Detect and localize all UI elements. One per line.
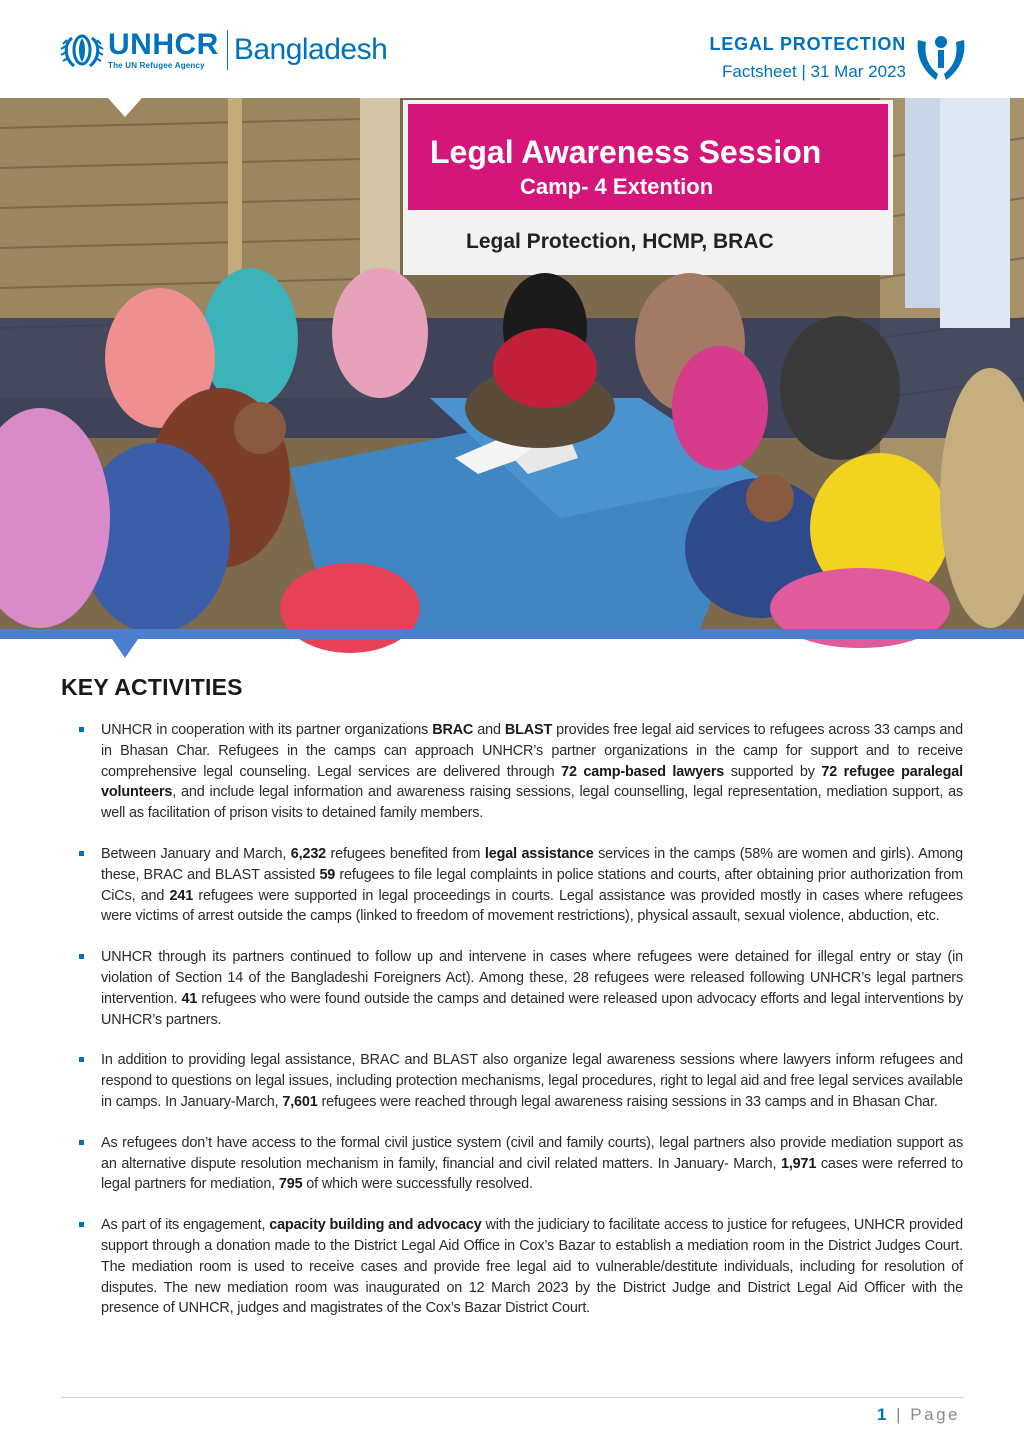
bullet-text: UNHCR through its partners continued to follow up and intervene in cases where refugees were detained for illegal entry or stay (in violation of Section 14 of the Bangladeshi Foreigners Act). Among these, 28 refugees were released following UNHCR’s legal partners intervention. — [101, 949, 963, 1007]
bullet-highlight: 41 — [181, 990, 198, 1007]
bullet-highlight: 59 — [319, 866, 336, 883]
activity-bullet — [79, 1133, 963, 1195]
bullet-marker-icon — [79, 1222, 84, 1227]
activity-bullet — [79, 1050, 963, 1112]
bullet-highlight: capacity building and advocacy — [269, 1217, 482, 1234]
bullet-marker-icon — [79, 954, 84, 959]
bullet-text: As refugees don’t have access to the formal civil justice system (civil and family courts), legal partners also provide mediation support as an alternative dispute resolution mechanism in family, financial and civil related matters. In January- March, — [101, 1134, 963, 1172]
org-tagline: The UN Refugee Agency — [108, 61, 205, 70]
activity-bullet — [79, 720, 963, 824]
bullet-text: supported by — [724, 763, 822, 780]
bullet-text: refugees were reached through legal awareness raising sessions in 33 camps and in Bhasan Char. — [317, 1093, 938, 1110]
bullet-text: provides free legal aid services to refugees across 33 camps and in Bhasan Char. Refugees in the camps can approach UNHCR’s partner organizations in the camp for support and to receive comprehensive legal counseling. Legal services are delivered through — [101, 722, 963, 780]
photo-caption: Legal awareness session with a group of refugee women in Camp 4 Ext. @BRAC — [519, 676, 920, 688]
page-label: | Page — [888, 1405, 960, 1424]
document-meta — [710, 34, 906, 82]
bullet-highlight: 7,601 — [282, 1093, 318, 1110]
bullet-highlight: BLAST — [504, 722, 553, 738]
bullet-highlight: BRAC — [432, 722, 474, 738]
photo-notch — [108, 98, 142, 117]
hero-photo-illustration — [0, 98, 1024, 629]
bullet-text: with the judiciary to facilitate access to justice for refugees, UNHCR provided support through a donation made to the District Legal Aid Office in Cox’s Bazar to establish a mediation room in the District Judges Court. The mediation room is used to receive cases and provide free legal aid to vulnerable/destitute individuals, including for resolution of disputes. The new mediation room was inaugurated on 12 March 2023 by the District Judge and District Legal Aid Officer with the presence of UNHCR, judges and magistrates of the Cox’s Bazar District Court. — [101, 1217, 963, 1317]
header-band — [0, 629, 1024, 639]
bullet-highlight: 241 — [169, 887, 194, 904]
activity-bullet — [79, 844, 963, 927]
bullet-text: and — [473, 722, 505, 738]
protection-hands-icon — [914, 30, 968, 84]
section-title: KEY ACTIVITIES — [61, 674, 243, 700]
activity-bullet — [79, 947, 963, 1030]
header-band-notch — [112, 639, 138, 658]
document-subtitle: Factsheet | 31 Mar 2023 — [722, 62, 906, 81]
bullet-text: refugees were supported in legal proceedings in courts. Legal assistance was provided mostly in cases where refugees were victims of arrest outside the camps (linked to freedom of movement restrictions), physical assault, sexual violence, abduction, etc. — [101, 887, 963, 925]
bullet-highlight: 1,971 — [780, 1155, 817, 1172]
page-number-value: 1 — [876, 1405, 889, 1424]
bullet-highlight: 6,232 — [290, 845, 327, 862]
bullet-marker-icon — [79, 1057, 84, 1062]
bullet-text: Between January and March, — [101, 845, 291, 862]
unhcr-logo — [60, 30, 387, 70]
bullet-text: As part of its engagement, — [101, 1217, 270, 1234]
banner-organizer: Legal Protection, HCMP, BRAC — [466, 230, 774, 253]
document-topic: LEGAL PROTECTION — [709, 34, 906, 54]
bullet-highlight: 72 camp-based lawyers — [561, 763, 725, 780]
activity-bullet — [79, 1215, 963, 1319]
unhcr-emblem-icon — [60, 30, 104, 70]
bullet-text: , and include legal information and awareness raising sessions, legal counselling, legal representation, mediation support, as well as facilitation of prison visits to detained family members. — [101, 784, 963, 822]
bullet-highlight: 72 refugee paralegal volunteers — [101, 763, 963, 801]
bullet-text: cases were referred to legal partners for mediation, — [101, 1155, 963, 1193]
country-name: Bangladesh — [233, 33, 388, 66]
bullet-marker-icon — [79, 851, 84, 856]
bullet-text: of which were successfully resolved. — [302, 1176, 533, 1193]
bullet-highlight: 795 — [278, 1176, 303, 1193]
org-name: UNHCR — [108, 28, 219, 61]
bullet-marker-icon — [79, 727, 84, 732]
bullet-text: refugees to file legal complaints in police stations and courts, after obtaining prior authorization from CiCs, and — [101, 866, 963, 904]
bullet-text: refugees who were found outside the camps and detained were released upon advocacy efforts and legal interventions by UNHCR’s partners. — [101, 990, 964, 1028]
bullet-text: services in the camps (58% are women and girls). Among these, BRAC and BLAST assisted — [101, 845, 963, 883]
bullet-text: refugees benefited from — [326, 845, 485, 862]
bullet-text: In addition to providing legal assistance, BRAC and BLAST also organize legal awareness sessions where lawyers inform refugees and respond to questions on legal issues, including protection mechanisms, legal procedures, right to legal aid and free legal services available in camps. In January-March, — [101, 1052, 963, 1110]
key-activities-list — [79, 720, 963, 1319]
banner-title: Legal Awareness Session — [430, 134, 822, 170]
banner-subtitle: Camp- 4 Extention — [520, 174, 714, 199]
page-number — [877, 1405, 960, 1425]
logo-divider — [227, 30, 228, 70]
bullet-marker-icon — [79, 1140, 84, 1145]
bullet-highlight: legal assistance — [484, 845, 594, 862]
bullet-text: UNHCR in cooperation with its partner organizations — [101, 722, 433, 738]
page-header — [0, 0, 1024, 98]
footer-divider — [61, 1397, 964, 1398]
